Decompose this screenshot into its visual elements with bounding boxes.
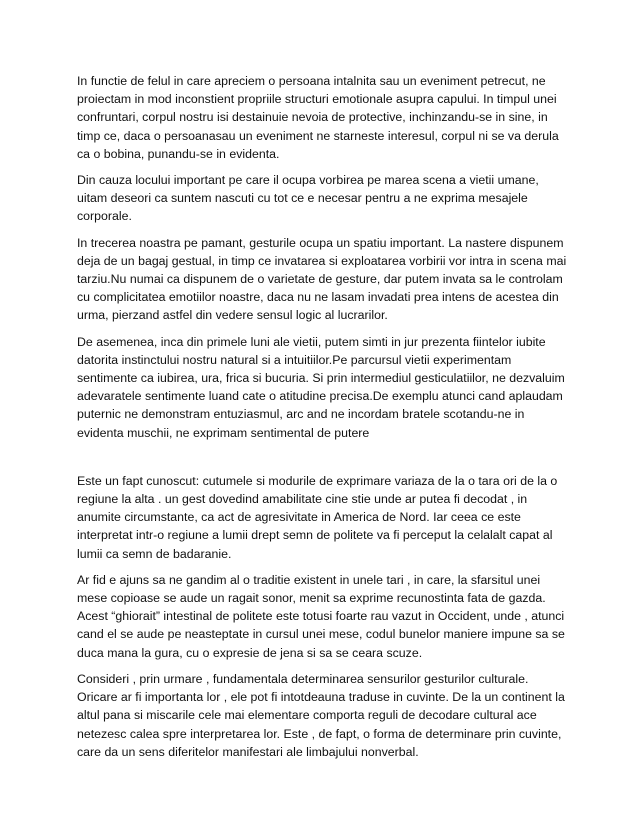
document-body bbox=[77, 72, 567, 769]
paragraph-1: In functie de felul in care apreciem o persoana intalnita sau un eveniment petrecut, ne proiectam in mod inconstient propriile structuri emotionale asupra capului. In timpul unei confruntari, corpul nostru isi destainuie nevoia de protective, inchinzandu-se in sine, in timp ce, daca o persoanasau un eveniment ne starneste interesul, corpul ni se va derula ca o bobina, punandu-se in evidenta. bbox=[77, 74, 559, 161]
paragraph-5: Este un fapt cunoscut: cutumele si modurile de exprimare variaza de la o tara ori de la o regiune la alta . un gest dovedind amabilitate cine stie unde ar putea fi decodat , in anumite circumstante, ca act de agresivitate in America de Nord. Iar ceea ce este interpretat intr-o regiune a lumii drept semn de politete va fi perceput la celalalt capat al lumii ca semn de badaranie. bbox=[77, 473, 558, 561]
paragraph-2: Din cauza locului important pe care il ocupa vorbirea pe marea scena a vietii umane, uitam deseori ca suntem nascuti cu tot ce e necesar pentru a ne exprima mesajele corporale. bbox=[77, 173, 539, 224]
section-gap bbox=[77, 450, 567, 472]
paragraph-7: Consideri , prin urmare , fundamentala determinarea sensurilor gesturilor culturale. Oricare ar fi importanta lor , ele pot fi intotdeauna traduse in cuvinte. De la un continent la altul pana si miscarile cele mai elementare comporta reguli de decodare cultural ace netezesc calea spre interpretarea lor. Este , de fapt, o forma de determinare prin cuvinte, care da un sens diferitelor manifestari ale limbajului nonverbal. bbox=[77, 671, 565, 759]
paragraph-4: De asemenea, inca din primele luni ale vietii, putem simti in jur prezenta fiintelor iubite datorita instinctului nostru natural si a intuitiilor.Pe parcursul vietii experimentam sentimente ca iubirea, ura, frica si bucuria. Si prin intermediul gesticulatiilor, ne dezvaluim adevaratele sentimente luand cate o atitudine precisa.De exemplu atunci cand aplaudam puternic ne demonstram entuziasmul, arc and ne incordam bratele scotandu-ne in evidenta muschii, ne exprimam sentimental de putere bbox=[77, 334, 565, 440]
paragraph-3: In trecerea noastra pe pamant, gesturile ocupa un spatiu important. La nastere dispunem deja de un bagaj gestual, in timp ce invatarea si exploatarea vorbirii vor intra in scena mai tarziu.Nu numai ca dispunem de o varietate de gesture, dar putem invata sa le controlam cu complicitatea emotiilor noastre, daca nu ne lasam invadati prea intens de acestea din urma, pierzand astfel din vedere sensul logic al lucrarilor. bbox=[77, 235, 567, 323]
paragraph-6: Ar fid e ajuns sa ne gandim al o traditie existent in unele tari , in care, la sfarsitul unei mese copioase se aude un ragait sonor, menit sa exprime recunostinta fata de gazda. Acest “ghiorait” intestinal de politete este totusi foarte rau vazut in Occident, unde , atunci cand el se aude pe neasteptate in cursul unei mese, codul bunelor maniere impune sa se duca mana la gura, cu o expresie de jena si sa se ceara scuze. bbox=[77, 572, 565, 660]
